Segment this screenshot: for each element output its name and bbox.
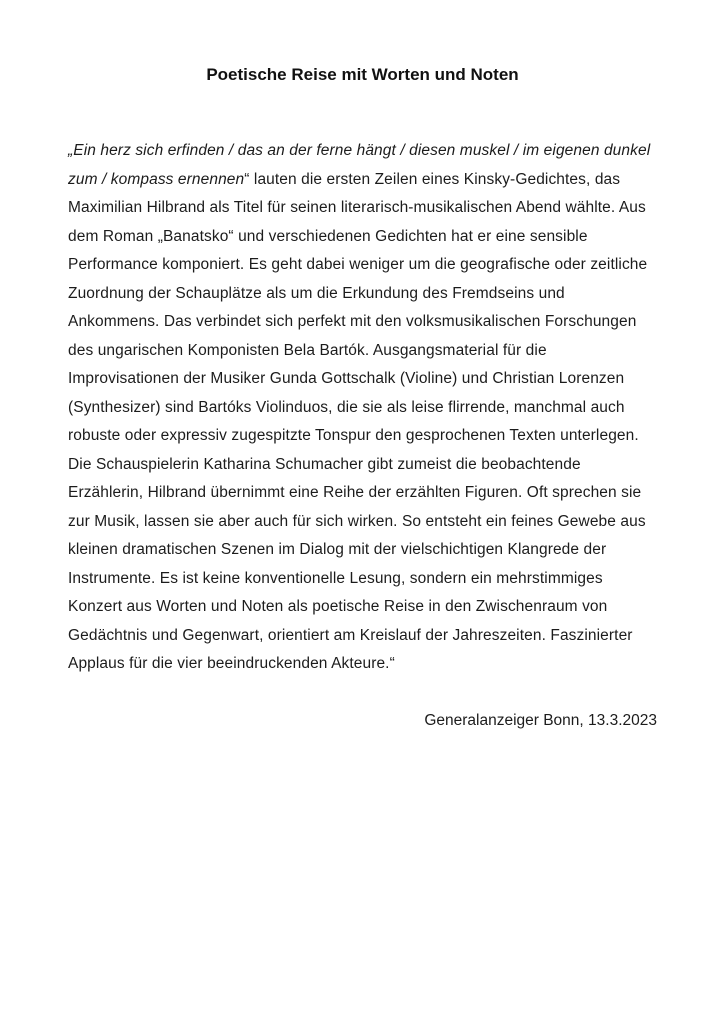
- article-paragraph: [68, 87, 657, 679]
- poem-quote: „Ein herz sich erfinden / das an der ferne hängt / diesen muskel / im eigenen dunkel zum / kompass ernennen: [68, 142, 651, 188]
- attribution: Generalanzeiger Bonn, 13.3.2023: [424, 711, 657, 729]
- paragraph-text: “ lauten die ersten Zeilen eines Kinsky-Gedichtes, das Maximilian Hilbrand als Titel für seinen literarisch-musikalischen Abend wählte. Aus dem Roman „Banatsko“ und verschiedenen Gedichten hat er eine sensible Performance komponiert. Es geht dabei weniger um die geografische oder zeitliche Zuordnung der Schauplätze als um die Erkundung des Fremdseins und Ankommens. Das verbindet sich perfekt mit den volksmusikalischen Forschungen des ungarischen Komponisten Bela Bartók. Ausgangsmaterial für die Improvisationen der Musiker Gunda Gottschalk (Violine) und Christian Lorenzen (Synthesizer) sind Bartóks Violinduos, die sie als leise flirrende, manchmal auch robuste oder expressiv zugespitzte Tonspur den gesprochenen Texten unterlegen. Die Schauspielerin Katharina Schumacher gibt zumeist die beobachtende Erzählerin, Hilbrand übernimmt eine Reihe der erzählten Figuren. Oft sprechen sie zur Musik, lassen sie aber auch für sich wirken. So entsteht ein feines Gewebe aus kleinen dramatischen Szenen im Dialog mit der vielschichtigen Klangrede der Instrumente. Es ist keine konventionelle Lesung, sondern ein mehrstimmiges Konzert aus Worten und Noten als poetische Reise in den Zwischenraum von Gedächtnis und Gegenwart, orientiert am Kreislauf der Jahreszeiten. Faszinierter Applaus für die vier beeindruckenden Akteure.“: [68, 170, 648, 672]
- page-title: Poetische Reise mit Worten und Noten: [206, 65, 519, 84]
